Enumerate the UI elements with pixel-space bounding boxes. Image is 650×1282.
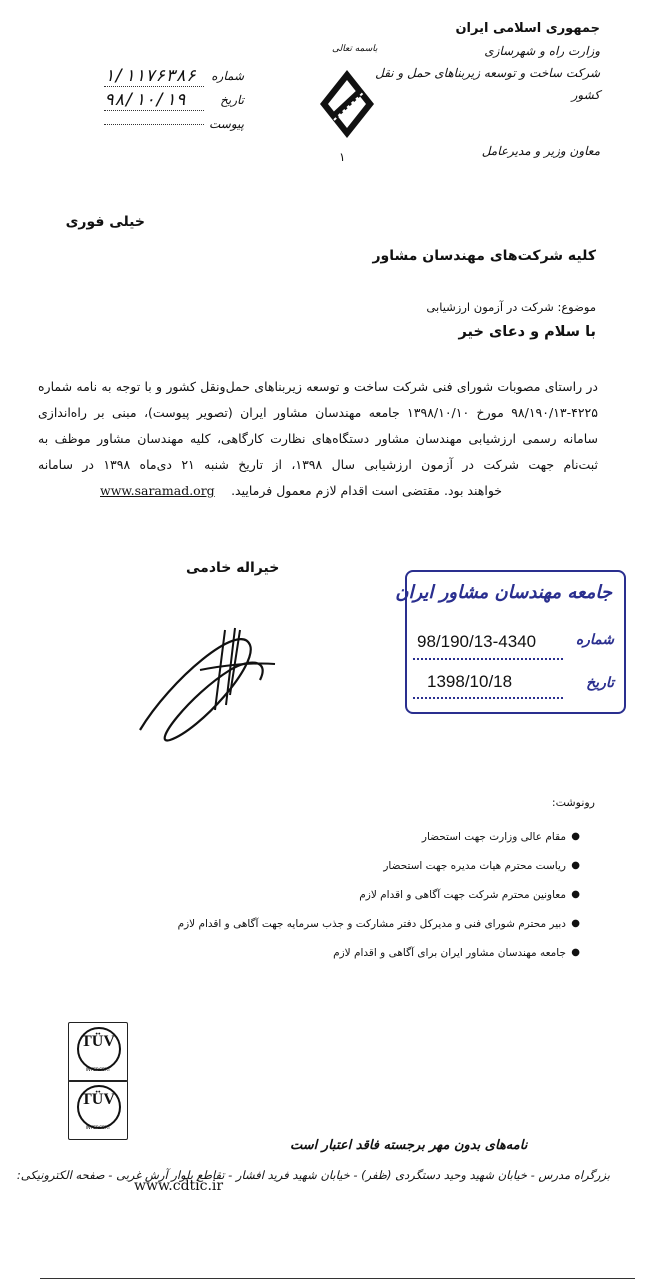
logo-caption: باسمه تعالی (332, 44, 378, 54)
list-item: ● جامعه مهندسان مشاور ایران برای آگاهی و اقدام لازم (333, 946, 580, 959)
tuv-cert-logo-icon: TÜV INTERCERT (68, 1022, 128, 1082)
list-item: ● ریاست محترم هیات مدیره جهت استحضار (383, 859, 580, 872)
attachment-row (94, 112, 244, 136)
number-value: ۱/۱۱۷۶۳۸۶ (104, 66, 204, 87)
letter-meta (94, 64, 244, 136)
company-logo-icon (318, 68, 376, 140)
cc-title: رونوشت: (551, 796, 595, 809)
stamp-divider (413, 658, 563, 660)
stamp-date-label: تاریخ (586, 675, 614, 691)
urgency-label: خیلی فوری (65, 214, 145, 230)
deputy-title: معاون وزیر و مدیرعامل (481, 144, 600, 158)
received-stamp (395, 570, 626, 714)
attachment-label: پیوست (209, 117, 244, 131)
saramad-website-link[interactable]: www.saramad.org (100, 483, 215, 498)
date-row (94, 88, 244, 112)
greeting: با سلام و دعای خیر (458, 324, 596, 340)
bullet-icon: ● (571, 918, 580, 929)
signature-icon (130, 600, 290, 760)
cc-list (100, 822, 580, 967)
footer-note: نامه‌های بدون مهر برجسته فاقد اعتبار است (290, 1138, 528, 1153)
letterhead (360, 18, 600, 162)
bullet-icon: ● (571, 947, 580, 958)
body-paragraph: در راستای مصوبات شورای فنی شرکت ساخت و توسعه زیربناهای حمل‌ونقل کشور و با توجه به نامه شماره ۴۲۲۵-۹۸/۱۹۰/۱۳ مورخ ۱۳۹۸/۱۰/۱۰ جامعه مهندسان مشاور ایران (تصویر پیوست)، مبنی بر راه‌اندازی سامانه رسمی ارزشیابی مهندسان مشاور دستگاه‌های نظارت کارگاهی، کلیه مهندسان مشاور موظف به ثبت‌نام جهت شرکت در آزمون ارزشیابی سال ۱۳۹۸، از تاریخ شنبه ۲۱ دی‌ماه ۱۳۹۸ در سامانه (38, 379, 598, 472)
stamp-org: جامعه مهندسان مشاور ایران (395, 582, 612, 603)
recipient: کلیه شرکت‌های مهندسان مشاور (372, 248, 596, 264)
ministry-name: وزارت راه و شهرسازی (484, 44, 600, 58)
footer-address: بزرگراه مدرس - خیابان شهید وحید دستگردی (ظفر) - خیابان شهید فرید افشار - تقاطع بلوار آرش غربی - صفحه الکترونیکی: (16, 1168, 610, 1182)
body-paragraph-end: خواهند بود. مقتضی است اقدام لازم معمول فرمایید. (231, 483, 503, 498)
stamp-number-label: شماره (575, 632, 614, 648)
footer-divider (40, 1278, 635, 1279)
page-number: ۱ (339, 150, 346, 164)
tuv-cert-logo-icon: TÜV INTERCERT (68, 1080, 128, 1140)
bullet-icon: ● (571, 889, 580, 900)
stamp-number: 98/190/13-4340 (417, 632, 537, 651)
list-item: ● معاونین محترم شرکت جهت آگاهی و اقدام لازم (359, 888, 580, 901)
country-name: جمهوری اسلامی ایران (455, 21, 600, 36)
attachment-value (104, 124, 204, 125)
stamp-date: 1398/10/18 (427, 672, 513, 691)
signer-name: خیراله خادمی (186, 560, 280, 576)
date-value: ۹۸/۱۰/۱۹ (104, 90, 204, 111)
number-row (94, 64, 244, 88)
bullet-icon: ● (571, 860, 580, 871)
footer-website[interactable]: www.cdtic.ir (134, 1178, 224, 1194)
bullet-icon: ● (571, 831, 580, 842)
list-item: ● دبیر محترم شورای فنی و مدیرکل دفتر مشارکت و جذب سرمایه جهت آگاهی و اقدام لازم (177, 917, 580, 930)
stamp-divider (413, 697, 563, 699)
date-label: تاریخ (220, 93, 244, 107)
subject-line: موضوع: شرکت در آزمون ارزشیابی (426, 300, 596, 314)
number-label: شماره (211, 69, 244, 83)
list-item: ● مقام عالی وزارت جهت استحضار (421, 830, 580, 843)
company-name: شرکت ساخت و توسعه زیربناهای حمل و نقل کشور (375, 66, 600, 102)
